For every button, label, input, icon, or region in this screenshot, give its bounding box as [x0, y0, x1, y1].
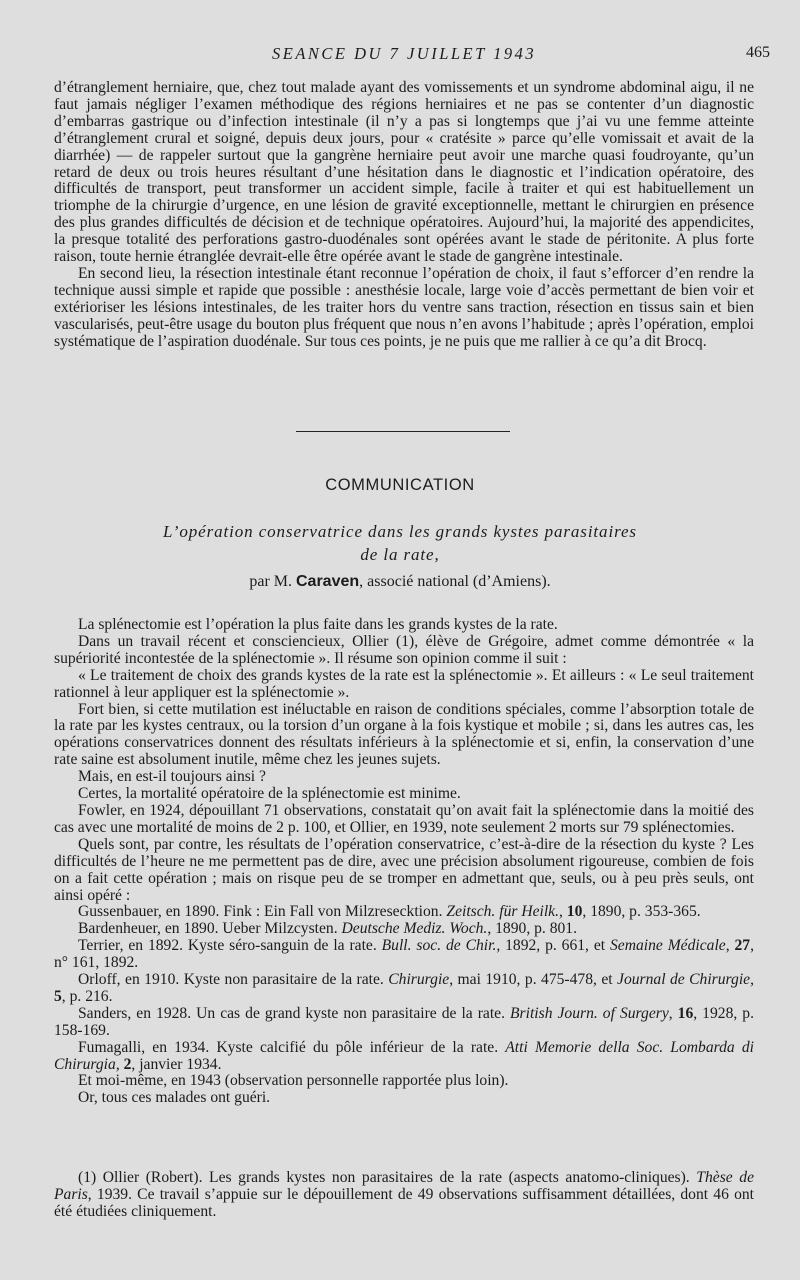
journal-title: Journal de Chirurgie: [617, 971, 751, 989]
paragraph: Dans un travail récent et consciencieux, Ollier (1), élève de Grégoire, admet comme démontrée « la supériorité incontestée de la splénectomie ». Il résume son opinion comme il suit :: [54, 632, 754, 667]
volume-number: 2: [123, 1055, 132, 1073]
paragraph: Fowler, en 1924, dépouillant 71 observations, constatait qu’on avait fait la splénectomie dans la moitié des cas avec une mortalité de moins de 2 p. 100, et Ollier, en 1939, note seulement 2 morts sur 79 splénectomies.: [54, 801, 754, 836]
reference-text: ,: [725, 937, 735, 955]
article-title-line-2: de la rate,: [360, 545, 440, 564]
paragraph: Mais, en est-il toujours ainsi ?: [78, 768, 266, 786]
paragraph: Certes, la mortalité opératoire de la splénectomie est minime.: [78, 785, 461, 803]
reference-text: ,: [668, 1004, 678, 1022]
reference-text: Sanders, en 1928. Un cas de grand kyste non parasitaire de la rate.: [78, 1004, 505, 1022]
article-title-line-1: L’opération conservatrice dans les grands kystes parasitaires: [163, 522, 637, 541]
volume-number: 16: [677, 1004, 694, 1022]
volume-number: 5: [54, 987, 62, 1005]
paragraph: En second lieu, la résection intestinale étant reconnue l’opération de choix, il faut s’efforcer d’en rendre la technique aussi simple et rapide que possible : anesthésie locale, large voie d’accès permettant de bien voir et extérioriser les lésions intestinales, de les traiter hors du ventre sans traction, résection en tissus sain et bien vascularisés, peut-être usage du bouton plus fréquent que nous n’en avons l’habitude ; après l’opération, emploi systématique de l’aspiration duodénale. Sur tous ces points, je ne puis que me rallier à ce qu’a dit Brocq.: [54, 264, 754, 350]
byline-affiliation: , associé national (d’Amiens).: [359, 573, 551, 590]
section-divider: [296, 431, 510, 432]
reference-text: Terrier, en 1892. Kyste séro-sanguin de la rate.: [78, 937, 377, 955]
paragraph: Quels sont, par contre, les résultats de l’opération conservatrice, c’est-à-dire de la résection du kyste ? Les difficultés de l’heure ne me permettent pas de dire, avec une précision absolument rigoureuse, combien de fois on a fait cette opération ; mais on risque peu de se tromper en admettant que, seuls, ou à peu près seuls, ont ainsi opéré :: [54, 835, 754, 904]
reference-text: ,: [559, 903, 567, 921]
journal-title: British Journ. of Surgery: [510, 1004, 669, 1022]
journal-title: Semaine Médicale: [609, 937, 726, 955]
journal-title: Atti Memorie della Soc. Lombarda di Chirurgia: [54, 1038, 754, 1073]
reference-item: [54, 972, 754, 1006]
reference-text: , 1892, p. 661, et: [496, 937, 610, 955]
journal-title: Chirurgie: [388, 971, 450, 989]
reference-list: [54, 904, 754, 1073]
reference-text: Orloff, en 1910. Kyste non parasitaire de la rate.: [78, 971, 384, 989]
byline-prefix: par M.: [249, 573, 292, 590]
reference-text: , 1928, p. 158-169.: [54, 1004, 754, 1039]
reference-text: , mai 1910, p. 475-478, et: [449, 971, 618, 989]
reference-text: , janvier 1934.: [131, 1055, 222, 1073]
journal-title: Zeitsch. für Heilk.: [446, 903, 559, 921]
footnote-reference: , 1939. Ce travail s’appuie sur le dépouillement de 49 observations suffisamment détaillées, dont 46 ont été étudiées cliniquement.: [54, 1185, 754, 1220]
reference-text: Gussenbauer, en 1890. Fink : Ein Fall von Milzresecktion.: [78, 903, 443, 921]
reference-item: [54, 1006, 754, 1040]
volume-number: 10: [566, 903, 583, 921]
section-heading: COMMUNICATION: [325, 476, 475, 494]
continued-text: [54, 80, 754, 351]
paragraph: Or, tous ces malades ont guéri.: [78, 1089, 271, 1107]
byline: [0, 573, 800, 591]
paragraph: Fort bien, si cette mutilation est inéluctable en raison de conditions spéciales, comme l’absorption totale de la rate par les kystes centraux, ou la torsion d’un organe à la fois kystique et mobile ; si, dans les autres cas, les opérations conservatrices donnent des résultats inférieurs à la splénectomie et si, enfin, la conservation d’une rate saine est absolument inutile, même chez les jeunes sujets.: [54, 700, 754, 769]
page-header: [0, 44, 800, 66]
footnote-reference: (1) Ollier (Robert). Les grands kystes non parasitaires de la rate (aspects anatomo-cliniques).: [78, 1169, 690, 1186]
volume-number: 27: [734, 937, 751, 955]
footnote: [54, 1170, 754, 1221]
reference-text: , p. 216.: [61, 987, 113, 1005]
paragraph: La splénectomie est l’opération la plus faite dans les grands kystes de la rate.: [78, 616, 558, 633]
page-number: 465: [746, 44, 770, 61]
reference-text: Fumagalli, en 1934. Kyste calcifié du pôle inférieur de la rate.: [78, 1038, 499, 1056]
journal-title: Bull. soc. de Chir.: [381, 937, 497, 955]
article-body: [54, 617, 754, 1107]
reference-item: [54, 1040, 754, 1074]
reference-item: [54, 938, 754, 972]
quotation: « Le traitement de choix des grands kystes de la rate est la splénectomie ». Et ailleurs : « Le seul traitement rationnel à leur appliquer est la splénectomie ».: [54, 666, 754, 701]
footnote-text: [54, 1170, 754, 1221]
running-title: SEANCE DU 7 JUILLET 1943: [272, 44, 537, 63]
reference-item: [54, 904, 754, 921]
reference-item: [54, 921, 754, 938]
reference-text: , n° 161, 1892.: [54, 937, 754, 972]
reference-text: ,: [750, 971, 754, 989]
reference-text: , 1890, p. 353-365.: [582, 903, 701, 921]
reference-text: , 1890, p. 801.: [487, 920, 577, 938]
reference-text: Bardenheuer, en 1890. Ueber Milzcysten.: [78, 920, 338, 938]
journal-title: Deutsche Mediz. Woch.: [341, 920, 488, 938]
paragraph: Et moi-même, en 1943 (observation personnelle rapportée plus loin).: [78, 1072, 509, 1090]
paragraph: d’étranglement herniaire, que, chez tout malade ayant des vomissements et un syndrome abdominal aigu, il ne faut jamais négliger l’examen méthodique des régions herniaires et ne pas se contenter d’un diagnostic d’embarras gastrique ou d’infection intestinale (il n’y a pas si longtemps que j’ai vu une femme atteinte d’étranglement crural et soigné, depuis deux jours, pour « cratésite » parce qu’elle vomissait et avait de la diarrhée) — de rappeler surtout que la gangrène herniaire peut avoir une marche quasi foudroyante, qu’un retard de deux ou trois heures résultant d’une hésitation dans le diagnostic et l’indication opératoire, des difficultés de transport, peut transformer un accident simple, facile à traiter et qui est habituellement un triomphe de la chirurgie d’urgence, en une lésion de gravité exceptionnelle, mettant le chirurgien en présence des plus grandes difficultés de décision et de technique opératoires. Aujourd’hui, la majorité des appendicites, la presque totalité des perforations gastro-duodénales sont opérées avant le stade de péritonite. A plus forte raison, toute hernie étranglée devrait-elle être opérée avant le stade de gangrène intestinale.: [54, 79, 754, 266]
thesis-title: Thèse de Paris: [54, 1169, 754, 1203]
reference-text: ,: [115, 1055, 124, 1073]
author-name: Caraven: [296, 573, 360, 590]
